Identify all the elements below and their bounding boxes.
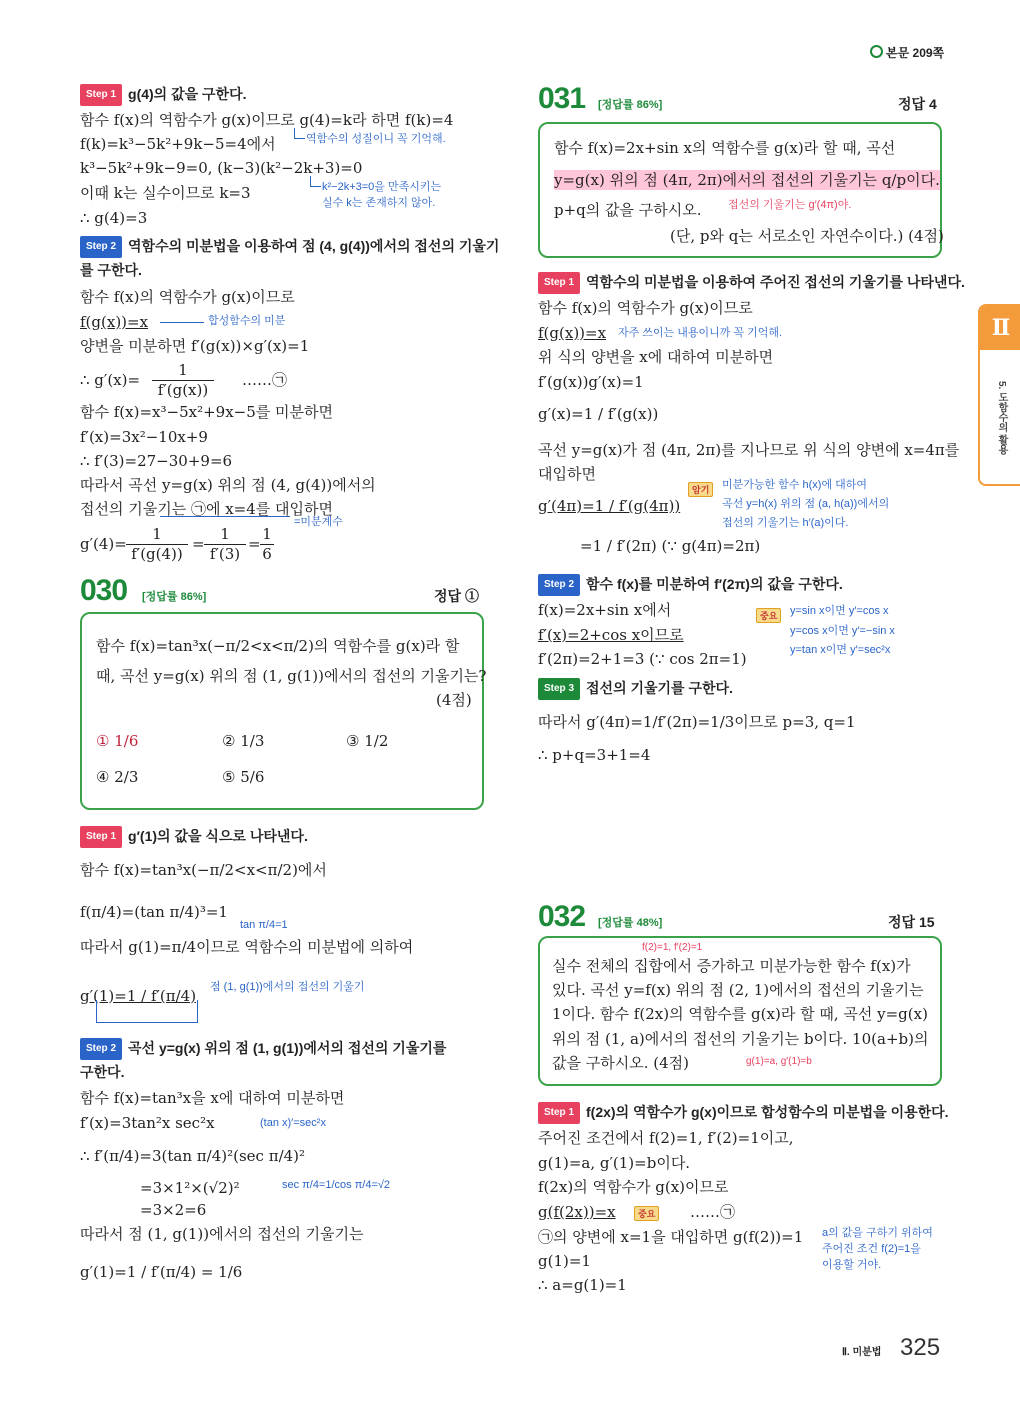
annotation: tan π/4=1 [240,919,288,931]
page-number: 325 [900,1334,941,1361]
annotation: 접선의 기울기는 h′(a)이다. [722,517,849,529]
equals: = [248,535,261,553]
text-line: g(1)=a, g′(1)=b이다. [538,1154,691,1172]
text-line: g′(1)=1 / f′(π/4) [80,987,197,1005]
points: (4점) [436,691,472,709]
text-line: g′(4π)=1 / f′(g(4π)) [538,497,681,515]
step1-badge: Step 1 [80,826,122,848]
green-circle-icon [870,45,883,58]
step2-heading-cont: 를 구한다. [80,262,142,278]
correct-rate: [정답률 48%] [598,917,663,929]
equation-ref: ……㉠ [690,1203,736,1221]
fraction-den: f′(3) [209,545,241,563]
step2-heading-cont: 구한다. [80,1064,125,1080]
text-line: 대입하면 [538,465,596,483]
text-line: g(f(2x))=x [538,1203,616,1221]
text-line: =3×1²×(√2)² [140,1179,240,1197]
choice-5[interactable]: ⑤ 5/6 [222,768,265,786]
equals: = [192,535,205,553]
text-line: g′(1)=1 / f′(π/4) = 1/6 [80,1263,243,1281]
arrow-icon [96,1000,198,1023]
text-line: f(π/4)=(tan π/4)³=1 [80,903,228,921]
annotation: a의 값을 구하기 위하여 [822,1227,933,1239]
annotation: y=sin x이면 y′=cos x [790,605,889,617]
question-line: 위의 점 (1, a)에서의 접선의 기울기는 b이다. 10(a+b)의 [552,1030,929,1048]
answer-label: 정답 ① [434,588,479,604]
choice-3[interactable]: ③ 1/2 [346,732,389,750]
fraction-num: 1 [152,360,214,381]
annotation: =미분계수 [294,516,343,528]
annotation: 자주 쓰이는 내용이니까 꼭 기억해. [618,327,783,339]
text-line: g′(4)= [80,535,127,553]
text-line: ∴ p+q=3+1=4 [538,746,651,764]
text-line: 위 식의 양변을 x에 대하여 미분하면 [538,348,774,366]
text-line: 함수 f(x)의 역함수가 g(x)이므로 [538,299,753,317]
text-line: 주어진 조건에서 f(2)=1, f′(2)=1이고, [538,1129,794,1147]
text-line: 함수 f(x)=tan³x(−π/2<x<π/2)에서 [80,861,327,879]
question-line: 1이다. 함수 f(2x)의 역함수를 g(x)라 할 때, 곡선 y=g(x) [552,1005,928,1023]
annotation: 주어진 조건 f(2)=1을 [822,1243,921,1255]
text-line: ∴ f′(π/4)=3(tan π/4)²(sec π/4)² [80,1147,306,1165]
text-line: f′(g(x))g′(x)=1 [538,373,644,391]
annotation: 역함수의 성질이니 꼭 기억해. [306,133,446,145]
step1-heading: Step 1 g(4)의 값을 구한다. [80,84,247,106]
text-line: k³−5k²+9k−9=0, (k−3)(k²−2k+3)=0 [80,159,363,177]
fraction-den: 6 [262,545,272,563]
annotation: y=tan x이면 y′=sec²x [790,644,891,656]
annotation: 미분가능한 함수 h(x)에 대하여 [722,479,867,491]
text-line: ∴ g(4)=3 [80,209,148,227]
chapter-title: 5. 도함수의 활용 [996,381,1007,455]
text-line: 따라서 점 (1, g(1))에서의 접선의 기울기는 [80,1225,364,1243]
arrow-icon [160,322,204,324]
correct-rate: [정답률 86%] [142,591,207,603]
step2-heading: Step 2 함수 f(x)를 미분하여 f′(2π)의 값을 구한다. [538,574,843,596]
text-line: 함수 f(x)의 역함수가 g(x)이므로 [80,288,295,306]
arrow-icon [160,516,290,518]
fraction-num: 1 [126,524,188,545]
annotation: 합성함수의 미분 [208,315,286,327]
text-line: 곡선 y=g(x)가 점 (4π, 2π)를 지나므로 위 식의 양변에 x=4π를 [538,441,960,459]
page-ref: 본문 209쪽 [870,44,944,61]
fraction-den: f′(g(4)) [131,545,183,563]
annotation: g(1)=a, g′(1)=b [746,1056,812,1067]
text-line: ㉠의 양변에 x=1을 대입하면 g(f(2))=1 [538,1228,804,1246]
text-line: 함수 f(x)의 역함수가 g(x)이므로 g(4)=k라 하면 f(k)=4 [80,111,454,129]
tag-important: 중요 [634,1202,659,1221]
annotation: 이용할 거야. [822,1259,882,1271]
correct-rate: [정답률 86%] [598,99,663,111]
step1-heading: Step 1 g′(1)의 값을 식으로 나타낸다. [80,826,308,848]
text-line: f′(x)=2+cos x이므로 [538,626,684,644]
tag-important: 중요 [756,604,781,623]
step2-heading: Step 2 곡선 y=g(x) 위의 점 (1, g(1))에서의 접선의 기울기를 [80,1038,446,1060]
annotation: k²−2k+3=0을 만족시키는 [322,181,442,193]
annotation: 곡선 y=h(x) 위의 점 (a, h(a))에서의 [722,498,890,510]
text-line: f′(x)=3x²−10x+9 [80,428,208,446]
step2-badge: Step 2 [538,574,580,596]
text-line: 따라서 g′(4π)=1/f′(2π)=1/3이므로 p=3, q=1 [538,713,856,731]
text-line: 함수 f(x)=tan³x을 x에 대하여 미분하면 [80,1089,345,1107]
question-line: p+q의 값을 구하시오. [554,201,702,219]
step1-heading: Step 1 f(2x)의 역함수가 g(x)이므로 합성함수의 미분법을 이용한다. [538,1102,949,1124]
text-line: f(g(x))=x [80,313,149,331]
text-line: 따라서 곡선 y=g(x) 위의 점 (4, g(4))에서의 [80,476,376,494]
answer-label: 정답 4 [898,96,937,112]
text-line: g′(x)=1 / f′(g(x)) [538,405,659,423]
text-line: =1 / f′(2π) (∵ g(4π)=2π) [580,537,761,555]
tag-memorize: 암기 [688,478,713,497]
arrow-icon [294,128,305,139]
question-line: 때, 곡선 y=g(x) 위의 점 (1, g(1))에서의 접선의 기울기는? [96,667,487,685]
chapter-side-tab[interactable] [978,304,1020,486]
text-line: ∴ f′(3)=27−30+9=6 [80,452,233,470]
step2-badge: Step 2 [80,1038,122,1060]
annotation: sec π/4=1/cos π/4=√2 [282,1179,391,1191]
question-line: y=g(x) 위의 점 (4π, 2π)에서의 접선의 기울기는 q/p이다. [554,171,940,189]
arrow-icon [310,176,321,187]
annotation: 실수 k는 존재하지 않아. [322,197,436,209]
text-line: f(k)=k³−5k²+9k−5=4에서 [80,135,276,153]
text-line: f(2x)의 역함수가 g(x)이므로 [538,1178,729,1196]
annotation: 점 (1, g(1))에서의 접선의 기울기 [210,981,365,993]
question-line: 있다. 곡선 y=f(x) 위의 점 (2, 1)에서의 접선의 기울기는 [552,981,924,999]
choice-4[interactable]: ④ 2/3 [96,768,139,786]
question-line: 값을 구하시오. (4점) [552,1054,689,1072]
text-line: ∴ g′(x)= [80,371,141,389]
step2-badge: Step 2 [80,236,122,258]
question-line: 실수 전체의 집합에서 증가하고 미분가능한 함수 f(x)가 [552,957,911,975]
question-line: (단, p와 q는 서로소인 자연수이다.) (4점) [670,227,944,245]
annotation: y=cos x이면 y′=−sin x [790,625,895,637]
text-line: f(g(x))=x [538,324,607,342]
step3-badge: Step 3 [538,678,580,700]
question-line: 함수 f(x)=2x+sin x의 역함수를 g(x)라 할 때, 곡선 [554,139,896,157]
fraction-den: f′(g(x)) [157,381,209,399]
problem-number: 031 [538,82,586,115]
step1-badge: Step 1 [538,272,580,294]
text-line: 접선의 기울기는 ㉠에 x=4를 대입하면 [80,500,334,518]
text-line: f′(x)=3tan²x sec²x [80,1114,215,1132]
text-line: =3×2=6 [140,1201,207,1219]
text-line: 따라서 g(1)=π/4이므로 역함수의 미분법에 의하여 [80,938,414,956]
step1-heading: Step 1 역함수의 미분법을 이용하여 주어진 접선의 기울기를 나타낸다. [538,272,965,294]
text-line: ∴ a=g(1)=1 [538,1276,627,1294]
equation-ref: ……㉠ [242,371,288,389]
fraction-num: 1 [260,524,274,545]
text-line: f′(2π)=2+1=3 (∵ cos 2π=1) [538,650,747,668]
annotation: 접선의 기울기는 g′(4π)야. [728,199,852,211]
problem-number: 032 [538,900,586,933]
text-line: 함수 f(x)=x³−5x²+9x−5를 미분하면 [80,403,333,421]
text-line: g(1)=1 [538,1252,591,1270]
fraction-num: 1 [204,524,246,545]
footer-chapter: Ⅱ. 미분법 [842,1347,882,1358]
step2-heading: Step 2 역함수의 미분법을 이용하여 점 (4, g(4))에서의 접선의 기울기 [80,236,499,258]
step1-badge: Step 1 [80,84,122,106]
annotation: (tan x)′=sec²x [260,1117,326,1129]
question-line: 함수 f(x)=tan³x(−π/2<x<π/2)의 역함수를 g(x)라 할 [96,637,460,655]
text-line: f(x)=2x+sin x에서 [538,601,672,619]
answer-label: 정답 15 [888,914,935,930]
choice-2[interactable]: ② 1/3 [222,732,265,750]
text-line: 이때 k는 실수이므로 k=3 [80,184,251,202]
step1-badge: Step 1 [538,1102,580,1124]
step3-heading: Step 3 접선의 기울기를 구한다. [538,678,733,700]
choice-1[interactable]: ① 1/6 [96,732,139,750]
annotation: f(2)=1, f′(2)=1 [642,942,703,953]
chapter-roman: Ⅱ [980,306,1020,350]
problem-number: 030 [80,574,128,607]
text-line: 양변을 미분하면 f′(g(x))×g′(x)=1 [80,337,310,355]
